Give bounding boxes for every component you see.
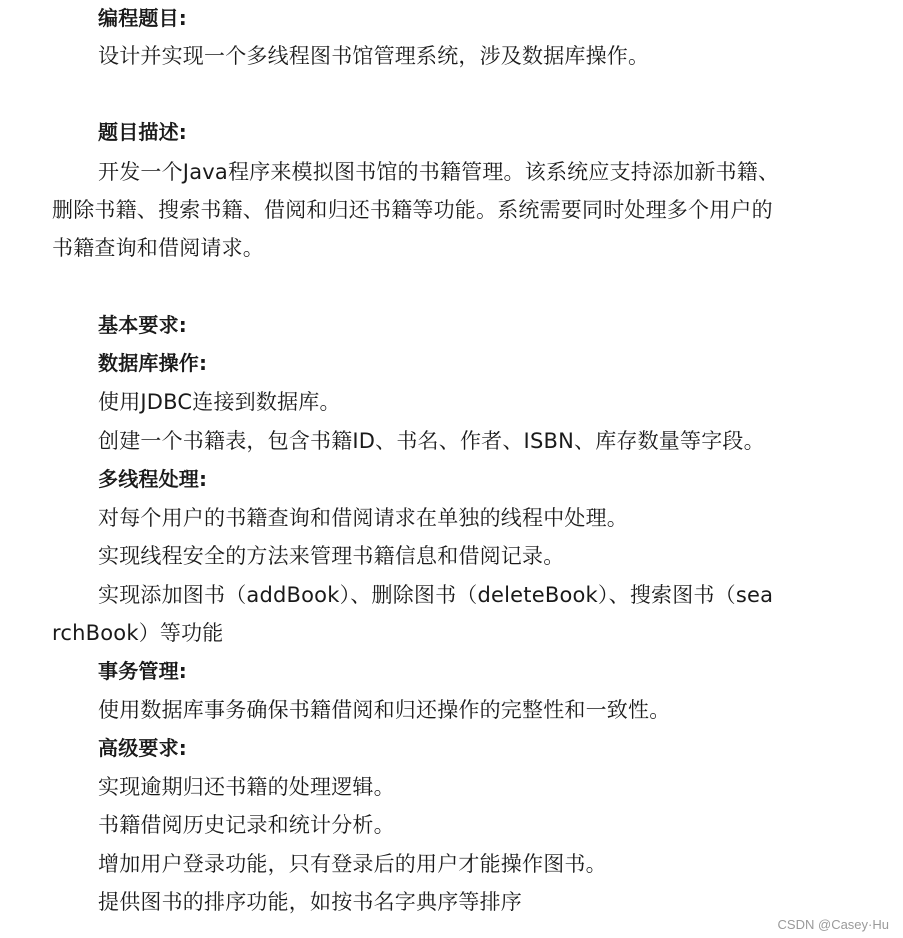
title-line: 设计并实现一个多线程图书馆管理系统，涉及数据库操作。 [98, 44, 650, 68]
adv-heading: 高级要求: [98, 736, 187, 760]
adv-item: 提供图书的排序功能，如按书名字典序等排序 [98, 890, 522, 914]
thread-heading: 多线程处理: [98, 467, 208, 491]
db-item: 创建一个书籍表，包含书籍ID、书名、作者、ISBN、库存数量等字段。 [98, 429, 765, 453]
basic-heading: 基本要求: [98, 313, 187, 337]
tx-item: 使用数据库事务确保书籍借阅和归还操作的完整性和一致性。 [98, 698, 671, 722]
thread-item: 实现线程安全的方法来管理书籍信息和借阅记录。 [98, 544, 565, 568]
adv-item: 增加用户登录功能，只有登录后的用户才能操作图书。 [98, 852, 607, 876]
thread-item: rchBook）等功能 [52, 621, 224, 645]
desc-line: 开发一个Java程序来模拟图书馆的书籍管理。该系统应支持添加新书籍、 [98, 160, 780, 184]
csdn-watermark: CSDN @Casey·Hu [777, 917, 889, 932]
adv-item: 书籍借阅历史记录和统计分析。 [98, 813, 395, 837]
db-heading: 数据库操作: [98, 351, 208, 375]
db-item: 使用JDBC连接到数据库。 [98, 390, 341, 414]
desc-heading: 题目描述: [98, 120, 187, 144]
thread-item: 实现添加图书（addBook）、删除图书（deleteBook）、搜索图书（sea [98, 583, 774, 607]
desc-line: 删除书籍、搜索书籍、借阅和归还书籍等功能。系统需要同时处理多个用户的 [52, 198, 773, 222]
desc-line: 书籍查询和借阅请求。 [52, 236, 264, 260]
adv-item: 实现逾期归还书籍的处理逻辑。 [98, 775, 395, 799]
section-title: 编程题目: [98, 6, 187, 30]
tx-heading: 事务管理: [98, 659, 187, 683]
thread-item: 对每个用户的书籍查询和借阅请求在单独的线程中处理。 [98, 506, 628, 530]
